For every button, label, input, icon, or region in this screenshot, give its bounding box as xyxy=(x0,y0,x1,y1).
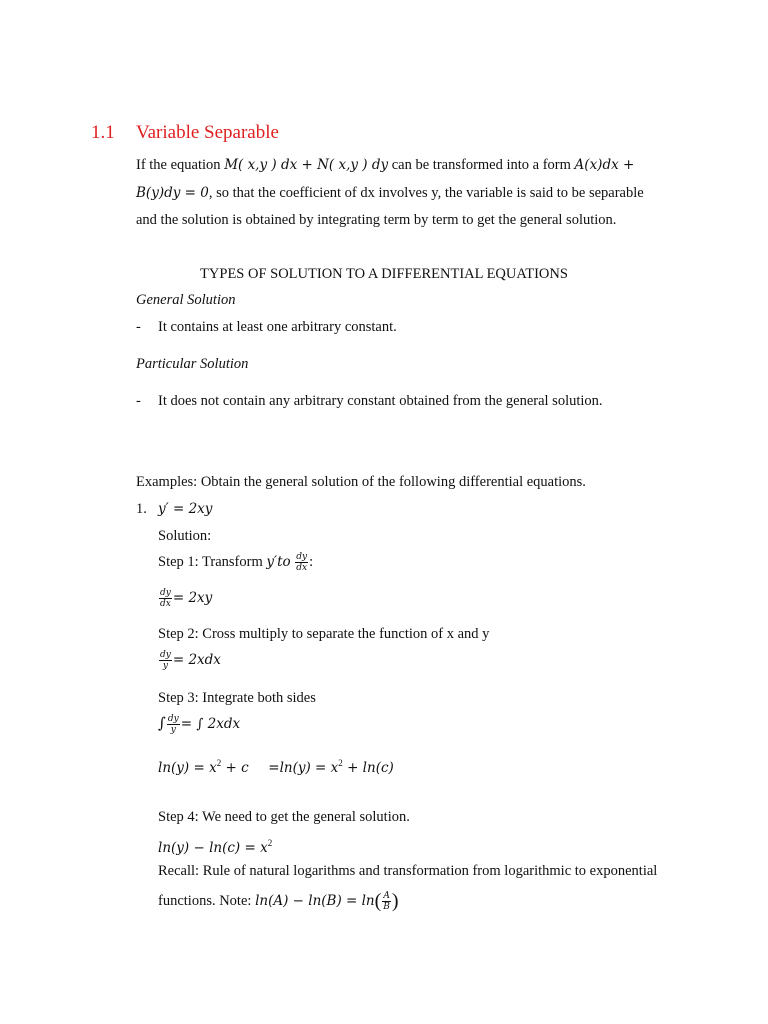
particular-solution-text: It does not contain any arbitrary constant obtained from the general solution. xyxy=(158,393,603,409)
equation-a: A(x)dx + xyxy=(574,157,635,173)
equation-b: B(y)dy = 0 xyxy=(136,185,209,201)
example-number: 1. xyxy=(136,501,147,517)
intro-line-1: If the equation M( x,y ) dx + N( x,y ) dy can be transformed into a form A(x)dx + xyxy=(136,157,635,173)
solution-label: Solution: xyxy=(158,528,212,544)
general-dash: - xyxy=(136,319,141,335)
equation-dy-dx: $\frac{dy}{dx}$ = 2xy xyxy=(160,588,213,609)
fraction-dy-dx: $\frac{dy}{dx}$ xyxy=(296,552,308,573)
examples-intro: Examples: Obtain the general solution of the following differential equations. xyxy=(136,474,586,490)
intro-line-2: B(y)dy = 0, so that the coefficient of dx involves y, the variable is said to be separable xyxy=(136,185,644,201)
equation-mn: M( x,y ) dx + N( x,y ) dy xyxy=(224,157,389,173)
particular-dash: - xyxy=(136,393,141,409)
step-3: Step 3: Integrate both sides xyxy=(158,690,316,706)
note-line: functions. Note: ln(A) − ln(B) = ln( $\frac{A}{B}$ ) xyxy=(158,889,399,912)
particular-solution-label: Particular Solution xyxy=(136,356,249,372)
equation-separated: $\frac{dy}{y}$ = 2xdx xyxy=(160,650,221,671)
section-number: 1.1 xyxy=(91,122,115,143)
intro-line-3: and the solution is obtained by integrating term by term to get the general solution. xyxy=(136,212,617,228)
step-2: Step 2: Cross multiply to separate the function of x and y xyxy=(158,626,490,642)
equation-log: $\ln(y) = x^2 + c =\ln(y) = x^2 + \ln(c)$ xyxy=(158,758,394,776)
step-4: Step 4: We need to get the general solution. xyxy=(158,809,410,825)
general-solution-label: General Solution xyxy=(136,292,236,308)
step-1: Step 1: Transform y′to $\frac{dy}{dx}$ : xyxy=(158,552,314,573)
example-equation: y′ = 2xy xyxy=(158,501,213,517)
section-title: Variable Separable xyxy=(136,122,279,143)
recall-text: Recall: Rule of natural logarithms and transformation from logarithmic to exponential xyxy=(158,863,658,879)
equation-integral: ∫ $\frac{dy}{y}$ = ∫ 2xdx xyxy=(158,714,241,736)
general-solution-text: It contains at least one arbitrary constant. xyxy=(158,319,397,335)
types-heading: TYPES OF SOLUTION TO A DIFFERENTIAL EQUATIONS xyxy=(200,266,568,282)
equation-log-difference: $\ln(y) - \ln(c) = x^2$ xyxy=(158,838,273,856)
